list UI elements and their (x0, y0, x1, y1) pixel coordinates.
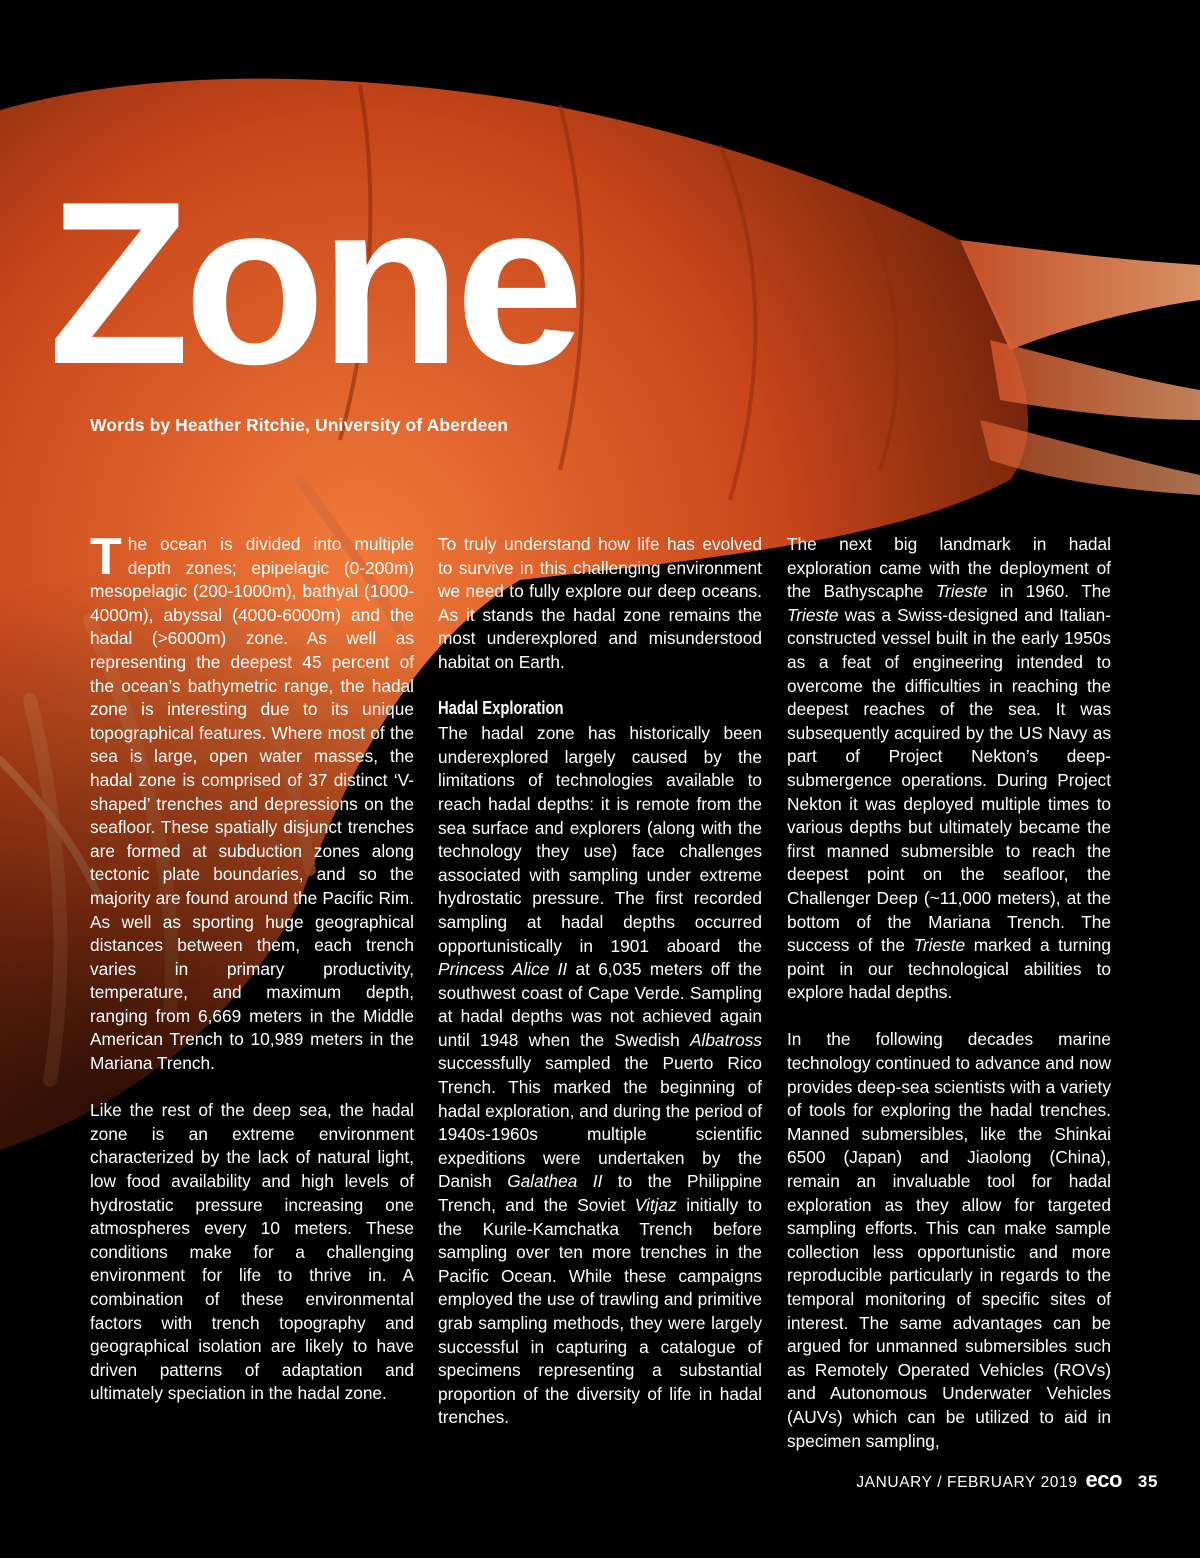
column-2 (438, 533, 762, 1430)
paragraph: To truly understand how life has evolved to survive in this challenging environment we need to fully explore our deep oceans. As it stands the hadal zone remains the most underexplored and misunderstood habitat on Earth. (438, 534, 762, 672)
page-footer (856, 1467, 1158, 1493)
page-number: 35 (1137, 1472, 1158, 1491)
byline: Words by Heather Ritchie, University of Aberdeen (90, 415, 509, 435)
section-heading: Hadal Exploration (438, 697, 564, 718)
column-3 (787, 533, 1111, 1453)
paragraph: The ocean is divided into multiple depth zones; epipelagic (0-200m) mesopelagic (200-1000m), bathyal (1000-4000m), abyssal (4000-6000m) and the hadal (>6000m) zone. As well as representing the deepest 45 percent of the ocean’s bathymetric range, the hadal zone is interesting due to its unique topographical features. Where most of the sea is large, open water masses, the hadal zone is comprised of 37 distinct ‘V-shaped’ trenches and depressions on the seafloor. These spatially disjunct trenches are formed at subduction zones along tectonic plate boundaries, and so the majority are found around the Pacific Rim. As well as sporting huge geographical distances between them, each trench varies in primary productivity, temperature, and maximum depth, ranging from 6,669 meters in the Middle American Trench to 10,989 meters in the Mariana Trench. (90, 528, 414, 1074)
issue-date: JANUARY / FEBRUARY 2019 (856, 1474, 1078, 1491)
paragraph: The hadal zone has historically been underexplored largely caused by the limitations of technologies available to reach hadal depths: it is remote from the sea surface and explorers (along with the technology they use) face challenges associated with sampling under extreme hydrostatic pressure. The first recorded sampling at hadal depths occurred opportunistically in 1901 aboard the Princess Alice II at 6,035 meters off the southwest coast of Cape Verde. Sampling at hadal depths was not achieved again until 1948 when the Swedish Albatross successfully sampled the Puerto Rico Trench. This marked the beginning of hadal exploration, and during the period of 1940s-1960s multiple scientific expeditions were undertaken by the Danish Galathea II to the Philippine Trench, and the Soviet Vitjaz initially to the Kurile-Kamchatka Trench before sampling over ten more trenches in the Pacific Ocean. While these campaigns employed the use of trawling and primitive grab sampling methods, they were largely successful in capturing a catalogue of specimens representing a substantial proportion of the diversity of life in hadal trenches. (438, 723, 762, 1428)
magazine-logo: eco (1085, 1467, 1122, 1492)
drop-cap: T (90, 528, 122, 586)
headline: Zone (48, 154, 579, 413)
paragraph: In the following decades marine technology continued to advance and now provides deep-sea scientists with a variety of tools for exploring the hadal trenches. Manned submersibles, like the Shinkai 6500 (Japan) and Jiaolong (China), remain an invaluable tool for hadal exploration as they allow for targeted sampling efforts. This can make sample collection less opportunistic and more reproducible particularly in regards to the temporal monitoring of specific sites of interest. The same advantages can be argued for unmanned submersibles such as Remotely Operated Vehicles (ROVs) and Autonomous Underwater Vehicles (AUVs) which can be utilized to aid in specimen sampling, (787, 1029, 1111, 1451)
column-1 (90, 528, 414, 1406)
paragraph: The next big landmark in hadal exploration came with the deployment of the Bathyscaphe Trieste in 1960. The Trieste was a Swiss-designed and Italian-constructed vessel built in the early 1950s as a feat of engineering intended to overcome the difficulties in reaching the deepest reaches of the sea. It was subsequently acquired by the US Navy as part of Project Nekton’s deep-submergence operations. During Project Nekton it was deployed multiple times to various depths but ultimately became the first manned submersible to reach the deepest point on the seafloor, the Challenger Deep (~11,000 meters), at the bottom of the Mariana Trench. The success of the Trieste marked a turning point in our technological abilities to explore hadal depths. (787, 534, 1111, 1003)
paragraph: Like the rest of the deep sea, the hadal zone is an extreme environment characterized by the lack of natural light, low food availability and high levels of hydrostatic pressure increasing one atmospheres every 10 meters. These conditions make for a challenging environment for life to thrive in. A combination of these environmental factors with trench topography and geographical isolation are likely to have driven patterns of adaptation and ultimately speciation in the hadal zone. (90, 1100, 414, 1404)
